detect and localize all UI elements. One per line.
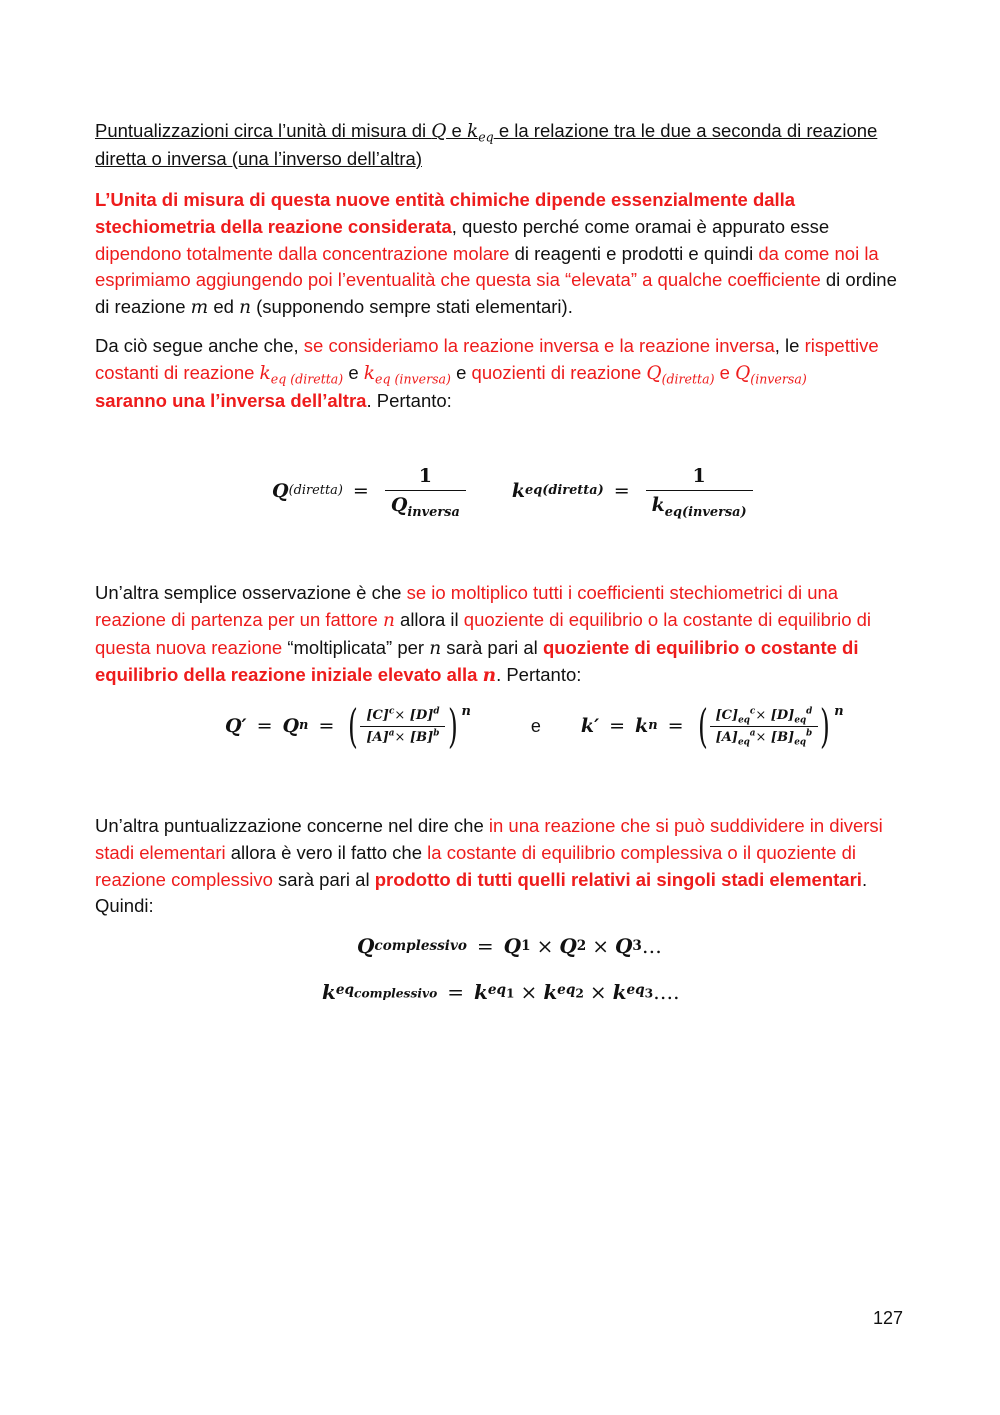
paragraph-stages: Un’altra puntualizzazione concerne nel dire che in una reazione che si può suddividere in diversi stadi elementari allora è vero il fatto che la costante di equilibrio complessiva o il quoziente di reazione complessivo sarà pari al prodotto di tutti quelli relativi ai singoli stadi elementari. Quindi: <box>95 815 883 917</box>
equation-power-relation: Q′ = Q n = ( $\frac{[C]^c\times [D]^d}{[A]^a\times [B]^b}$ ) $^n$ e k′ = k n = ( $\frac{[C]_{eq}^c\times [D]_{eq}^d}{[A]_{eq}^a\times [B]_{eq}^b}$ ) $^n$ <box>225 699 844 753</box>
equation-q-product: Q complessivo = Q 1 × Q 2 × Q 3 … <box>357 934 662 958</box>
fraction-q-power: $\frac{[C]^c\times [D]^d}{[A]^a\times [B]^b}$ <box>360 708 445 745</box>
paragraph-inverse: Da ciò segue anche che, se consideriamo la reazione inversa e la reazione inversa, le rispettive costanti di reazione $k_{eq (diretta)}$ e $k_{eq (inversa)}$ e quozienti di reazione $Q_{(diretta)}$ e $Q_{(inversa)}$ saranno una l’inversa dell’altra. Pertanto: <box>95 335 879 411</box>
fraction-k: $\frac{1}{k_{eq(inversa)}}$ <box>646 465 753 516</box>
equation-inverse-relation: Q (diretta) = $\frac{1}{Q_{inversa}}$ k eq(diretta) = $\frac{1}{k_{eq(inversa)}}$ <box>272 465 759 516</box>
fraction-k-power: $\frac{[C]_{eq}^c\times [D]_{eq}^d}{[A]_{eq}^a\times [B]_{eq}^b}$ <box>709 708 818 745</box>
fraction-q: $\frac{1}{Q_{inversa}}$ <box>385 465 466 516</box>
paragraph-multiplication: Un’altra semplice osservazione è che se io moltiplico tutti i coefficienti stechiometrici di una reazione di partenza per un fattore n allora il quoziente di equilibrio o la costante di equilibrio di questa nuova reazione “moltiplicata” per n sarà pari al quoziente di equilibrio o costante di equilibrio della reazione iniziale elevato alla n. Pertanto: <box>95 582 872 687</box>
section-heading: Puntualizzazioni circa l’unità di misura di Q e $k_{eq}$ e la relazione tra le due a seconda di reazione diretta o inversa (una l’inverso dell’altra) <box>95 120 878 169</box>
paragraph-units: L’Unita di misura di questa nuove entità chimiche dipende essenzialmente dalla stechiometria della reazione considerata, questo perché come oramai è appurato esse dipendono totalmente dalla concentrazione molare di reagenti e prodotti e quindi da come noi la esprimiamo aggiungendo poi l’eventualità che questa sia “elevata” a qualche coefficiente di ordine di reazione m ed n (supponendo sempre stati elementari). <box>95 189 897 319</box>
equation-k-product: k $eq_{complessivo}$ = k $eq_1$ × k $eq_2$ × k $eq_3$ …. <box>322 980 680 1004</box>
page-number: 127 <box>873 1308 904 1328</box>
